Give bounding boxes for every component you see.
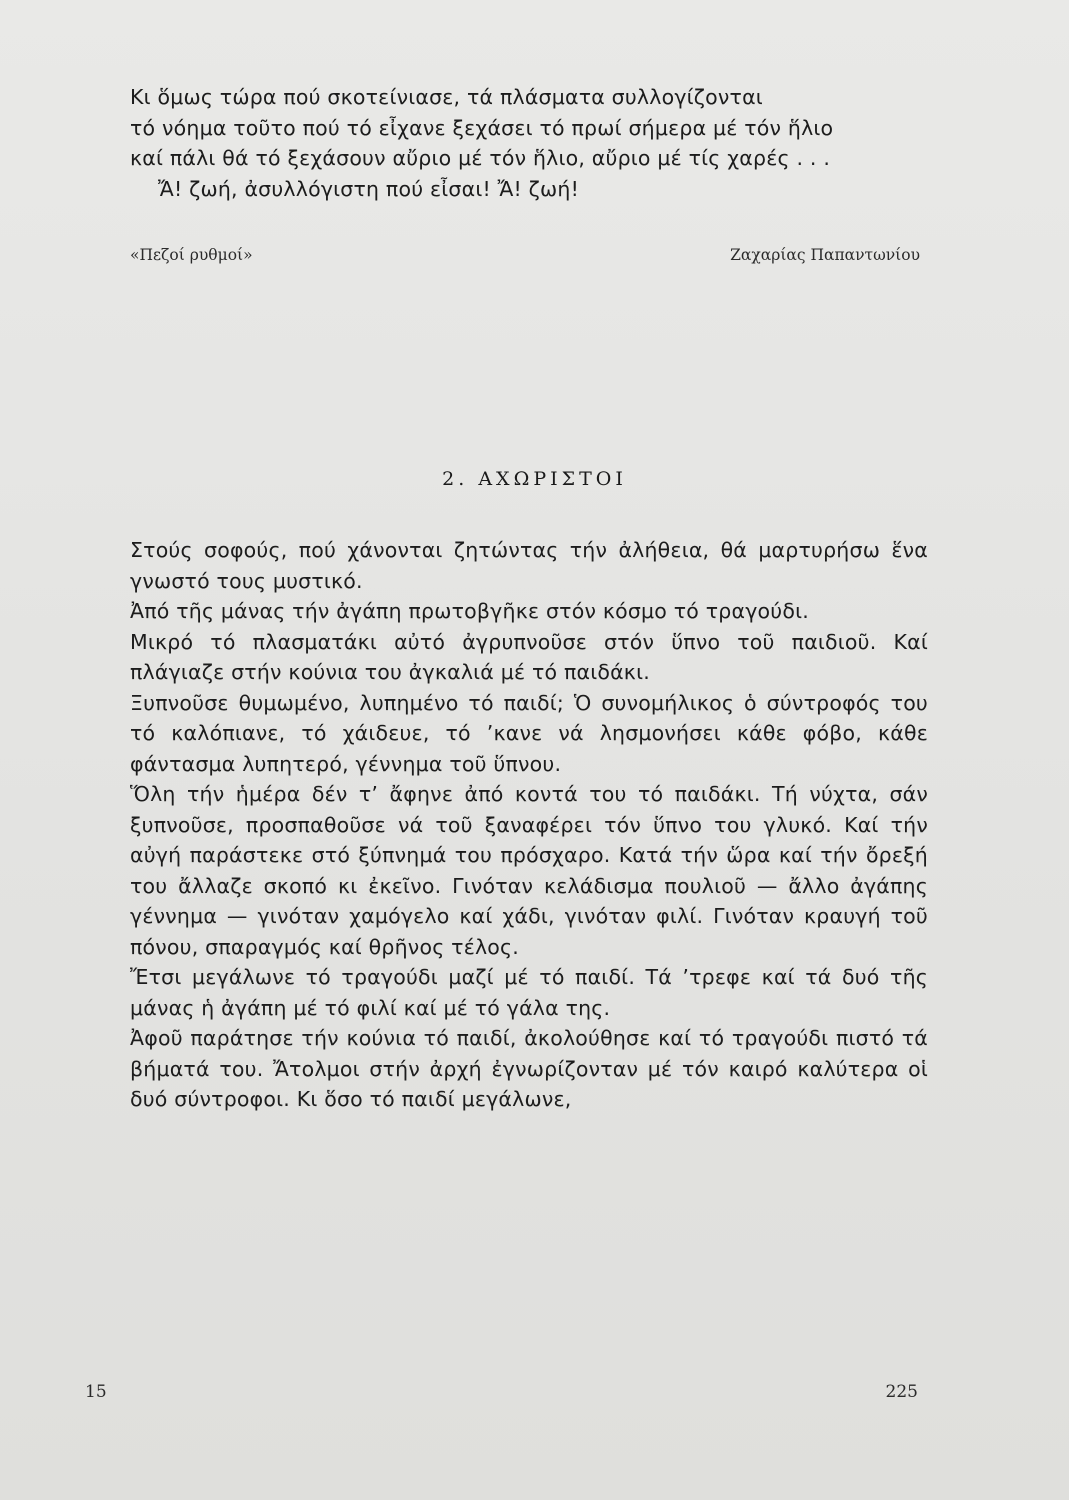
paragraph: Ἔτσι μεγάλωνε τό τραγούδι μαζί μέ τό παιδί. Τά ’τρεφε καί τά δυό τῆς μάνας ἡ ἀγάπη μέ τό φιλί καί μέ τό γάλα της. — [130, 965, 928, 1020]
signature-mark: 15 — [85, 1382, 107, 1402]
paragraph: Μικρό τό πλασματάκι αὐτό ἀγρυπνοῦσε στόν ὕπνο τοῦ παιδιοῦ. Καί πλάγιαζε στήν κούνια του ἀγκαλιά μέ τό παιδάκι. — [130, 629, 928, 684]
poem-line: καί πάλι θά τό ξεχάσουν αὔριο μέ τόν ἥλιο, αὔριο μέ τίς χαρές . . . — [130, 146, 831, 170]
page-number: 225 — [885, 1382, 918, 1402]
paragraph: Ὅλη τήν ἡμέρα δέν τ’ ἄφηνε ἀπό κοντά του τό παιδάκι. Τή νύχτα, σάν ξυπνοῦσε, προσπαθοῦσε νά τοῦ ξαναφέρει τόν ὕπνο του γλυκό. Καί τήν αὐγή παράστεκε στό ξύπνημά του πρόσχαρο. Κατά τήν ὥρα καί τήν ὄρεξή του ἄλλαζε σκοπό κι ἐκεῖνο. Γινόταν κελάδισμα πουλιοῦ — ἄλλο ἀγάπης γέννημα — γινόταν χαμόγελο καί χάδι, γινόταν φιλί. Γινόταν κραυγή τοῦ πόνου, σπαραγμός καί θρῆνος τέλος. — [130, 782, 928, 959]
poem-line: Ἄ! ζωή, ἀσυλλόγιστη πού εἶσαι! Ἄ! ζωή! — [158, 176, 580, 201]
section-heading: 2. ΑΧΩΡΙΣΤΟΙ — [442, 468, 627, 490]
poem-line: τό νόημα τοῦτο πού τό εἶχανε ξεχάσει τό πρωί σήμερα μέ τόν ἥλιο — [130, 115, 834, 140]
poem-source: «Πεζοί ρυθμοί» — [130, 246, 253, 264]
poem-ending — [130, 82, 928, 204]
paragraph: Ἀπό τῆς μάνας τήν ἀγάπη πρωτοβγῆκε στόν κόσμο τό τραγούδι. — [130, 599, 809, 623]
paragraph: Ἀφοῦ παράτησε τήν κούνια τό παιδί, ἀκολούθησε καί τό τραγούδι πιστό τά βήματά του. Ἄτολμοι στήν ἀρχή ἐγνωρίζονταν μέ τόν καιρό καλύτερα οἱ δυό σύντροφοι. Κι ὅσο τό παιδί μεγάλωνε, — [130, 1026, 928, 1111]
paragraph: Ξυπνοῦσε θυμωμένο, λυπημένο τό παιδί; Ὁ συνομήλικος ὁ σύντροφός του τό καλόπιανε, τό χάιδευε, τό ’κανε νά λησμονήσει κάθε φόβο, κάθε φάντασμα λυπητερό, γέννημα τοῦ ὕπνου. — [130, 690, 928, 776]
section-body — [130, 535, 928, 1115]
paragraph: Στούς σοφούς, πού χάνονται ζητώντας τήν ἀλήθεια, θά μαρτυρήσω ἕνα γνωστό τους μυστικό. — [130, 538, 928, 593]
poem-line: Κι ὅμως τώρα πού σκοτείνιασε, τά πλάσματα συλλογίζονται — [130, 85, 763, 109]
poem-author: Ζαχαρίας Παπαντωνίου — [730, 246, 920, 264]
